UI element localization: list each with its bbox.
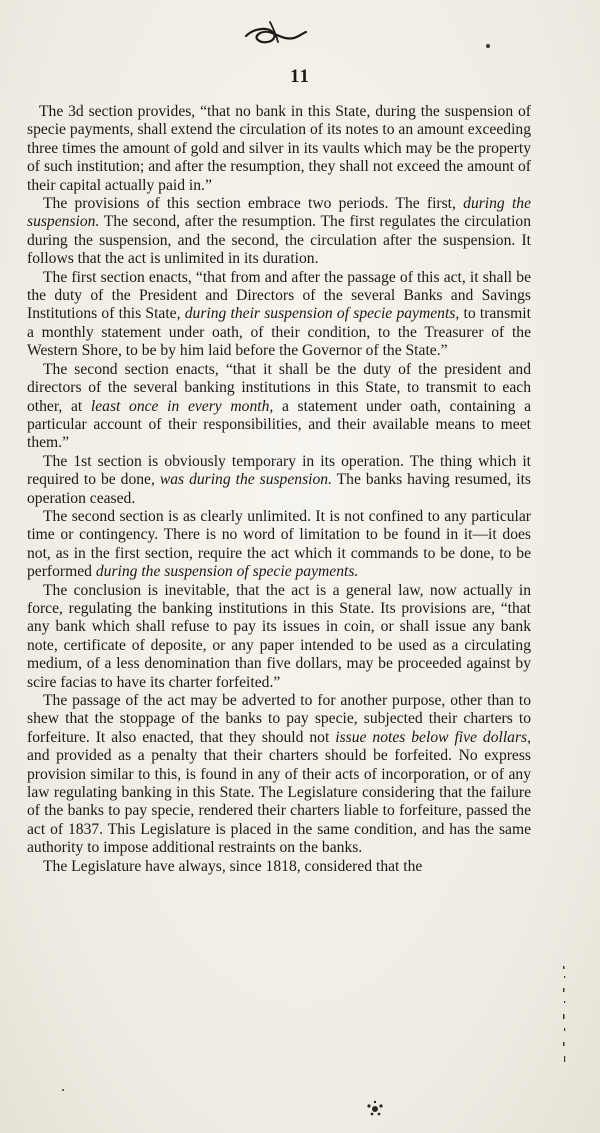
- paragraph: [27, 582, 531, 692]
- text-run: a statement under oath, containing a particular account of their responsibilities, and their available means to meet them.”: [27, 397, 531, 452]
- text-run: The 1st section is obviously temporary in its operation. The thing which it required to be done,: [27, 452, 531, 489]
- text-run: The banks having resumed, its operation ceased.: [27, 471, 531, 507]
- italic-text: during their suspension of specie payments,: [184, 305, 460, 323]
- paragraph: [27, 692, 531, 858]
- margin-specks: [558, 966, 570, 1066]
- paragraph: [27, 858, 531, 876]
- italic-text: least once in every month,: [90, 397, 274, 415]
- italic-text: during the suspension.: [27, 195, 532, 231]
- text-run: and provided as a penalty that their charters should be forfeited. No express provision similar to this, is found in any of their acts of incorporation, or of any law regulating banking in this State. The Legislature considering that the failure of the banks to pay specie, rendered their charters liable to forfeiture, passed the act of 1837. This Legislature is placed in the same condition, and has the same authority to impose additional restraints on the banks.: [27, 747, 531, 857]
- handwritten-mark-icon: [240, 14, 310, 52]
- body-text: [27, 103, 531, 876]
- text-run: The first section enacts, “that from and after the passage of this act, it shall be the duty of the President and Directors of the several Banks and Savings Institutions of this State,: [27, 268, 531, 323]
- ink-speck: [486, 44, 490, 48]
- page-number: 11: [290, 66, 310, 87]
- text-run: The second section enacts, “that it shall be the duty of the president and directors of the several banking institutions in this State, to transmit to each other, at: [27, 360, 531, 415]
- text-run: The second, after the resumption. The first regulates the circulation during the suspension, and the second, the circulation after the suspension. It follows that the act is unlimited in its duration.: [27, 213, 531, 268]
- ink-speck: [62, 1089, 64, 1091]
- paragraph: [27, 103, 531, 195]
- paragraph: [27, 453, 531, 508]
- italic-text: issue notes below five dollars,: [335, 728, 532, 746]
- italic-text: was during the suspension.: [159, 471, 332, 489]
- italic-text: during the suspension of specie payments.: [95, 563, 359, 581]
- paragraph: [27, 195, 531, 269]
- text-run: The conclusion is inevitable, that the act is a general law, now actually in force, regulating the banking institutions in this State. Its provisions are, “that any bank which shall refuse to pay its issues in coin, or shall issue any bank note, certificate of deposite, or any paper intended to be used as a circulating medium, of a less denomination than five dollars, may be proceeded against by scire facias to have its charter forfeited.”: [27, 581, 531, 691]
- text-run: The 3d section provides, “that no bank in this State, during the suspension of specie payments, shall extend the circulation of its notes to an amount exceeding three times the amount of gold and silver in its vaults which may be the property of such institution; and after the resumption, they shall not exceed the amount of their capital actually paid in.”: [27, 103, 531, 194]
- text-run: The Legislature have always, since 1818, considered that the: [43, 857, 423, 875]
- paragraph: [27, 508, 531, 582]
- paragraph: [27, 361, 531, 453]
- text-run: to transmit a monthly statement under oath, of their condition, to the Treasurer of the Western Shore, to be by him laid before the Governor of the State.”: [27, 305, 531, 360]
- text-run: The passage of the act may be adverted to for another purpose, other than to shew that the stoppage of the banks to pay specie, subjected their charters to forfeiture. It also enacted, that they should not: [27, 692, 531, 746]
- text-run: The provisions of this section embrace two periods. The first,: [43, 195, 464, 213]
- paragraph: [27, 269, 531, 361]
- text-run: The second section is as clearly unlimited. It is not confined to any particular time or contingency. There is no word of limitation to be found in it—it does not, as in the first section, require the act which it commands to be done, to be performed: [27, 507, 531, 581]
- printer-ornament-icon: [364, 1098, 386, 1120]
